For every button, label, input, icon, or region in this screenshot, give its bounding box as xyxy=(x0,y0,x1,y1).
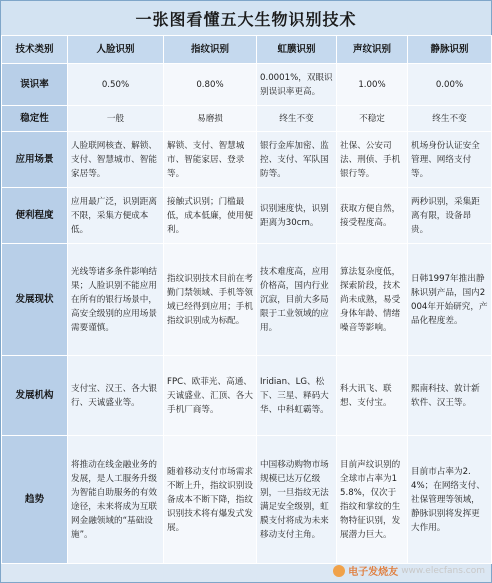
watermark-text: 电子发烧友 xyxy=(348,567,399,578)
table-cell: 应用最广泛，识别距离不限，采集方便成本低。 xyxy=(68,188,164,244)
table-cell: 熙南科技、敦计新软件、汉王等。 xyxy=(408,356,492,436)
row-label: 便利程度 xyxy=(2,188,68,244)
header-category: 技术类别 xyxy=(2,36,68,64)
table-cell: 0.00% xyxy=(408,64,492,106)
header-voiceprint: 声纹识别 xyxy=(337,36,408,64)
table-cell: 两秒识别，采集距离有限，设备昂贵。 xyxy=(408,188,492,244)
table-cell: 0.50% xyxy=(68,64,164,106)
row-label: 应用场景 xyxy=(2,132,68,188)
header-row xyxy=(2,36,492,64)
table-cell: 接触式识别；门槛最低，成本低廉，使用便利。 xyxy=(164,188,257,244)
header-face: 人脸识别 xyxy=(68,36,164,64)
table-cell: 识别速度快，识别距离为30cm。 xyxy=(257,188,337,244)
table-row xyxy=(2,244,492,356)
table-cell: 目前市占率为2.4%；在网络支付、社保管理等领域，静脉识别将发挥更大作用。 xyxy=(408,436,492,564)
table-cell: 算法复杂度低，探索阶段，技术尚未成熟，易受身体年龄、情绪噪音等影响。 xyxy=(337,244,408,356)
table-cell: 易磨损 xyxy=(164,106,257,132)
table-row xyxy=(2,106,492,132)
comparison-table xyxy=(1,35,492,564)
table-cell: 支付宝、汉王、各大银行、天诚盛业等。 xyxy=(68,356,164,436)
table-cell: 0.0001%，双眼识别误识率更高。 xyxy=(257,64,337,106)
watermark-url: www.elecfans.com xyxy=(401,565,485,576)
table-cell: 一般 xyxy=(68,106,164,132)
row-label: 趋势 xyxy=(2,436,68,564)
watermark xyxy=(333,563,485,578)
table-cell: 日韩1997年推出静脉识别产品，国内2004年开始研究，产品化程度差。 xyxy=(408,244,492,356)
row-label: 发展机构 xyxy=(2,356,68,436)
table-row xyxy=(2,132,492,188)
table-cell: 机场身份认证安全管理、网络支付等。 xyxy=(408,132,492,188)
table-cell: 0.80% xyxy=(164,64,257,106)
table-cell: 技术难度高，应用价格高，国内行业沉寂，目前大多局限于工业领域的应用。 xyxy=(257,244,337,356)
table-row xyxy=(2,188,492,244)
table-cell: 人脸联网核查、解锁、支付、智慧城市、智能家居等。 xyxy=(68,132,164,188)
table-cell: 不稳定 xyxy=(337,106,408,132)
table-cell: 解锁、支付、智慧城市、智能家居、登录等。 xyxy=(164,132,257,188)
table-cell: 1.00% xyxy=(337,64,408,106)
table-cell: 社保、公安司法、刑侦、手机银行等。 xyxy=(337,132,408,188)
header-iris: 虹膜识别 xyxy=(257,36,337,64)
table-cell: 将推动在线金融业务的发展，是人工服务升级为智能自助服务的有效途径，未来将成为互联网金融领域的“基础设施”。 xyxy=(68,436,164,564)
header-fingerprint: 指纹识别 xyxy=(164,36,257,64)
row-label: 发展现状 xyxy=(2,244,68,356)
table-cell: 光线等诸多条件影响结果；人脸识别不能应用在所有的银行场景中，高安全级别的应用场景需要谨慎。 xyxy=(68,244,164,356)
table-cell: 随着移动支付市场需求不断上升，指纹识别设备成本不断下降，指纹识别技术将有爆发式发展。 xyxy=(164,436,257,564)
header-vein: 静脉识别 xyxy=(408,36,492,64)
row-label: 稳定性 xyxy=(2,106,68,132)
table-row xyxy=(2,356,492,436)
page-title: 一张图看懂五大生物识别技术 xyxy=(1,1,491,35)
table-cell: 科大讯飞、联想、支付宝。 xyxy=(337,356,408,436)
table-cell: 获取方便自然，接受程度高。 xyxy=(337,188,408,244)
table-cell: 终生不变 xyxy=(408,106,492,132)
table-cell: 终生不变 xyxy=(257,106,337,132)
table-cell: 中国移动购物市场规模已达万亿级别，一旦指纹无法满足安全级别，虹膜支付将成为未来移动支付主角。 xyxy=(257,436,337,564)
table-cell: FPC、欧菲光、高通、天诚盛业、汇顶、各大手机厂商等。 xyxy=(164,356,257,436)
table-cell: Iridian、LG、松下、三星、释码大华、中科虹霸等。 xyxy=(257,356,337,436)
table-cell: 银行金库加密、监控、支付、军队国防等。 xyxy=(257,132,337,188)
table-row xyxy=(2,436,492,564)
row-label: 误识率 xyxy=(2,64,68,106)
table-cell: 指纹识别技术目前在考勤门禁领域、手机等领域已经得到应用；手机指纹识别成为标配。 xyxy=(164,244,257,356)
table-row xyxy=(2,64,492,106)
elecfans-logo-icon xyxy=(333,565,345,577)
table-cell: 目前声纹识别的全球市占率为15.8%，仅次于指纹和掌纹的生物特征识别，发展潜力巨大。 xyxy=(337,436,408,564)
